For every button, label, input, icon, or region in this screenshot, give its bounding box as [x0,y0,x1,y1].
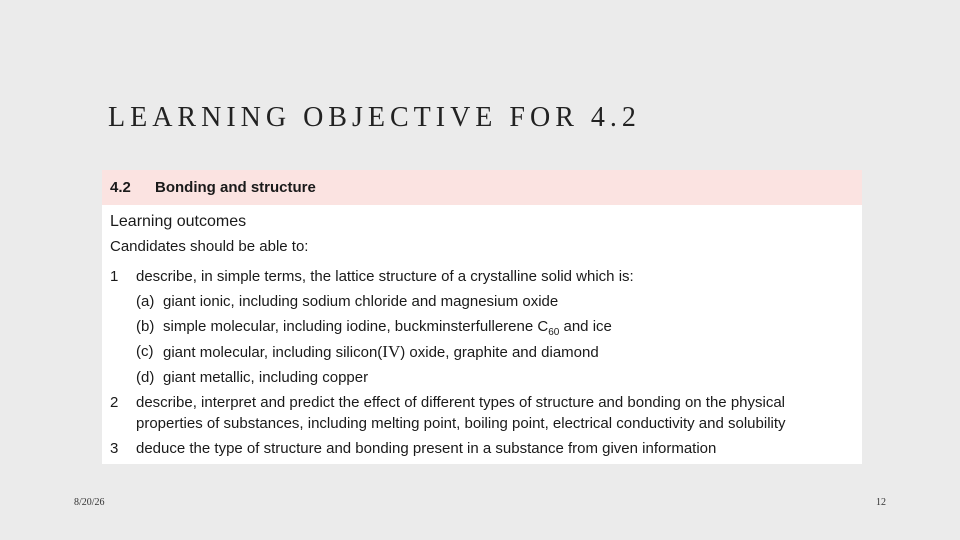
sub-item-text-start: simple molecular, including iodine, buckminsterfullerene C [163,318,549,335]
objective-2 [110,392,854,434]
sub-item-text: giant ionic, including sodium chloride and magnesium oxide [163,293,559,310]
footer-date: 8/20/26 [74,497,105,508]
objective-text: deduce the type of structure and bonding present in a substance from given information [136,440,717,457]
sub-item-c [136,341,854,363]
objective-text: describe, interpret and predict the effect of different types of structure and bonding on the physical properties of substances, including melting point, boiling point, electrical conductivity and solubility [136,394,786,432]
intro-text: Candidates should be able to: [110,238,309,255]
objective-text: describe, in simple terms, the lattice structure of a crystalline solid which is: [136,268,634,285]
section-title: Bonding and structure [155,179,316,196]
sub-item-letter: (c) [136,343,154,360]
objective-3 [110,438,854,459]
oxidation-state: IV [382,342,401,361]
sub-item-b [136,316,854,337]
section-number: 4.2 [110,179,131,196]
sub-item-a [136,291,854,312]
sub-item-letter: (d) [136,369,155,386]
subscript-60: 60 [548,327,560,338]
sub-item-text: giant metallic, including copper [163,369,369,386]
objective-number: 1 [110,268,119,285]
slide-title: LEARNING OBJECTIVE FOR 4.2 [108,102,641,133]
objective-number: 2 [110,394,119,411]
outcomes-heading: Learning outcomes [110,213,247,230]
section-body [102,205,862,459]
objective-1 [110,266,854,287]
sub-item-text [163,341,599,363]
sub-item-text-end: and ice [559,318,612,335]
sub-item-text-end: ) oxide, graphite and diamond [400,344,599,361]
objective-1-sub-list [136,291,854,388]
syllabus-box [102,170,862,464]
sub-item-text-start: giant molecular, including silicon( [163,344,383,361]
slide-number: 12 [876,497,886,508]
objective-number: 3 [110,440,119,457]
sub-item-text [163,316,612,337]
sub-item-letter: (b) [136,318,155,335]
sub-item-d [136,367,854,388]
sub-item-letter: (a) [136,293,155,310]
section-header [102,170,862,205]
